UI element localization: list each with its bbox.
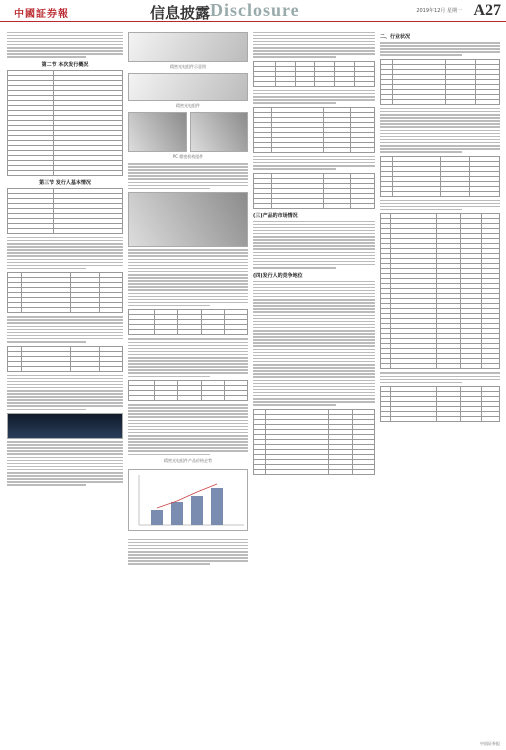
product-photo — [128, 192, 248, 247]
capacity-table — [128, 380, 248, 401]
section-heading: (三)产品的市场情况 — [253, 212, 298, 219]
column-4 — [380, 30, 500, 736]
paragraph — [7, 375, 123, 411]
patent-table — [253, 409, 375, 475]
product-photo — [128, 32, 248, 62]
shareholder-table — [7, 272, 123, 313]
section-heading: 第三节 发行人基本情况 — [39, 179, 91, 186]
section-heading: 第二节 本次发行概况 — [41, 61, 89, 68]
paragraph — [253, 221, 375, 269]
paragraph — [380, 42, 500, 56]
figure-caption: PC 精密机构组件 — [172, 154, 204, 159]
lease-table — [380, 386, 500, 422]
column-1 — [7, 30, 123, 736]
column-2 — [128, 30, 248, 736]
industry-table — [380, 59, 500, 105]
figure-caption: 精密光电组件示意图 — [170, 64, 206, 69]
paragraph — [128, 338, 248, 377]
product-photo — [128, 73, 248, 101]
chart-bar — [211, 488, 223, 525]
section-title-cn: 信息披露 — [150, 4, 211, 22]
page-header — [0, 0, 506, 22]
paragraph — [7, 316, 123, 342]
paragraph — [7, 237, 123, 269]
price-table — [128, 309, 248, 335]
paragraph — [7, 32, 123, 58]
product-table — [380, 156, 500, 197]
page-footer: 中国证券报 — [480, 741, 500, 746]
column-3 — [253, 30, 375, 736]
bar-chart — [128, 469, 248, 531]
paragraph — [380, 200, 500, 211]
product-photo — [190, 112, 249, 152]
paragraph — [7, 441, 123, 486]
paragraph — [253, 32, 375, 58]
section-title-en: Disclosure — [210, 0, 300, 20]
section-heading: (四)发行人的竞争地位 — [253, 272, 303, 279]
sales-table — [253, 61, 375, 87]
section-heading: 二、行业状况 — [380, 34, 411, 40]
paragraph — [128, 249, 248, 306]
paragraph — [253, 90, 375, 104]
chart-bar — [191, 496, 203, 525]
figure-caption: 精密光电组件 — [176, 103, 200, 108]
issue-overview-table — [7, 70, 123, 176]
photo-row — [128, 112, 248, 152]
newspaper-logo: 中國証券報 — [14, 9, 69, 20]
paragraph — [128, 163, 248, 189]
paragraph — [380, 108, 500, 153]
page-number: A27 — [473, 2, 501, 19]
paragraph — [128, 539, 248, 565]
chart-title: 精密光电组件产品价格走势 — [164, 458, 212, 464]
company-info-table — [7, 188, 123, 234]
supplier-table — [253, 173, 375, 209]
paragraph — [128, 404, 248, 455]
paragraph — [253, 156, 375, 170]
chart-bar — [171, 502, 183, 525]
issue-info: 2019年12月 星期一 — [416, 8, 462, 14]
product-photo — [128, 112, 187, 152]
chart-bar — [151, 510, 163, 525]
product-photo — [7, 413, 123, 439]
trend-line — [157, 484, 217, 508]
equity-table — [7, 346, 123, 372]
paragraph — [253, 281, 375, 406]
property-table — [380, 213, 500, 369]
customer-table — [253, 107, 375, 153]
paragraph — [380, 372, 500, 383]
